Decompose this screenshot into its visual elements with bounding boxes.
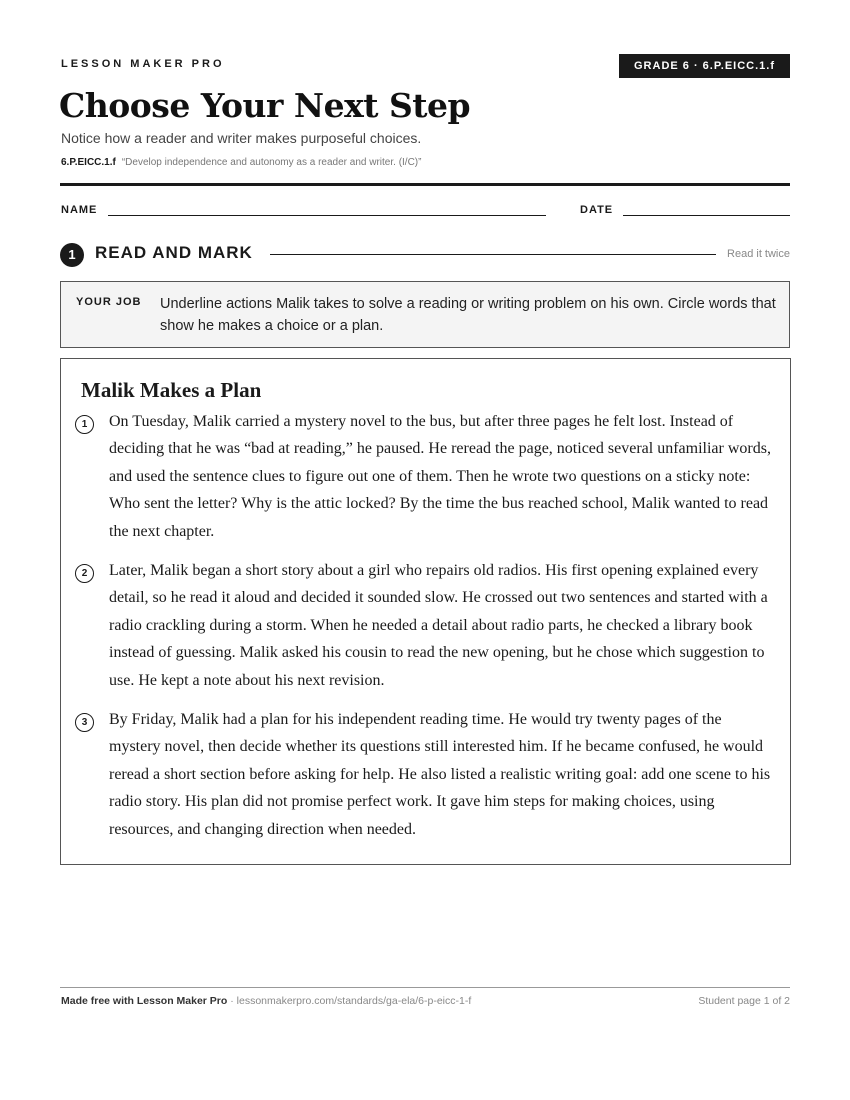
- instructions-label: YOUR JOB: [76, 296, 142, 308]
- footer-page-number: Student page 1 of 2: [698, 995, 790, 1007]
- section-hint: Read it twice: [727, 248, 790, 260]
- footer-separator: ·: [227, 995, 237, 1007]
- page-title: Choose Your Next Step: [59, 86, 471, 125]
- passage-title: Malik Makes a Plan: [81, 378, 262, 402]
- instructions-box: [60, 281, 790, 348]
- date-field[interactable]: [623, 215, 790, 216]
- reading-passage-box: [60, 358, 791, 865]
- section-divider: [270, 254, 716, 255]
- paragraph-number-icon: 2: [75, 564, 94, 583]
- header-divider: [60, 183, 790, 186]
- footer-credit: [61, 995, 471, 1007]
- paragraph-number-icon: 3: [75, 713, 94, 732]
- standard-line: [61, 157, 421, 168]
- instructions-text: Underline actions Malik takes to solve a reading or writing problem on his own. Circle words that show he makes a choice or a plan.: [160, 296, 776, 334]
- grade-standard-badge: GRADE 6 · 6.P.EICC.1.f: [619, 54, 790, 78]
- name-label: NAME: [61, 204, 98, 216]
- brand-name: LESSON MAKER PRO: [61, 58, 225, 70]
- date-label: DATE: [580, 204, 614, 216]
- footer-divider: [60, 987, 790, 988]
- paragraph-number-icon: 1: [75, 415, 94, 434]
- name-field[interactable]: [108, 215, 546, 216]
- section-number-badge: 1: [60, 243, 84, 267]
- standard-code: 6.P.EICC.1.f: [61, 157, 116, 168]
- section-title: READ AND MARK: [95, 243, 253, 262]
- footer-made-with: Made free with Lesson Maker Pro: [61, 995, 228, 1007]
- footer-url-link[interactable]: lessonmakerpro.com/standards/ga-ela/6-p-eicc-1-f: [236, 995, 472, 1007]
- paragraph-text: By Friday, Malik had a plan for his independent reading time. He would try twenty pages of the mystery novel, then decide whether its questions still interested him. If he became confused, he would reread a short section before asking for help. He also listed a realistic writing goal: add one scene to his radio story. His plan did not promise perfect work. It gave him steps for making choices, using resources, and changing direction when needed.: [109, 711, 771, 838]
- paragraph-text: Later, Malik began a short story about a girl who repairs old radios. His first opening explained every detail, so he read it aloud and decided it sounded slow. He crossed out two sentences and started with a radio crackling during a storm. When he needed a detail about radio parts, he checked a library book instead of guessing. Malik asked his cousin to read the new opening, but he chose which suggestion to use. He kept a note about his next revision.: [109, 562, 768, 689]
- page-subtitle: Notice how a reader and writer makes purposeful choices.: [61, 130, 422, 146]
- paragraph-text: On Tuesday, Malik carried a mystery novel to the bus, but after three pages he felt lost. Instead of deciding that he was “bad at reading,” he paused. He reread the page, noticed several unfamiliar words, and used the sentence clues to figure out one of them. Then he wrote two questions on a sticky note: Who sent the letter? Why is the attic locked? By the time the bus reached school, Malik wanted to read the next chapter.: [109, 413, 771, 540]
- standard-description: “Develop independence and autonomy as a reader and writer. (I/C)”: [121, 157, 422, 168]
